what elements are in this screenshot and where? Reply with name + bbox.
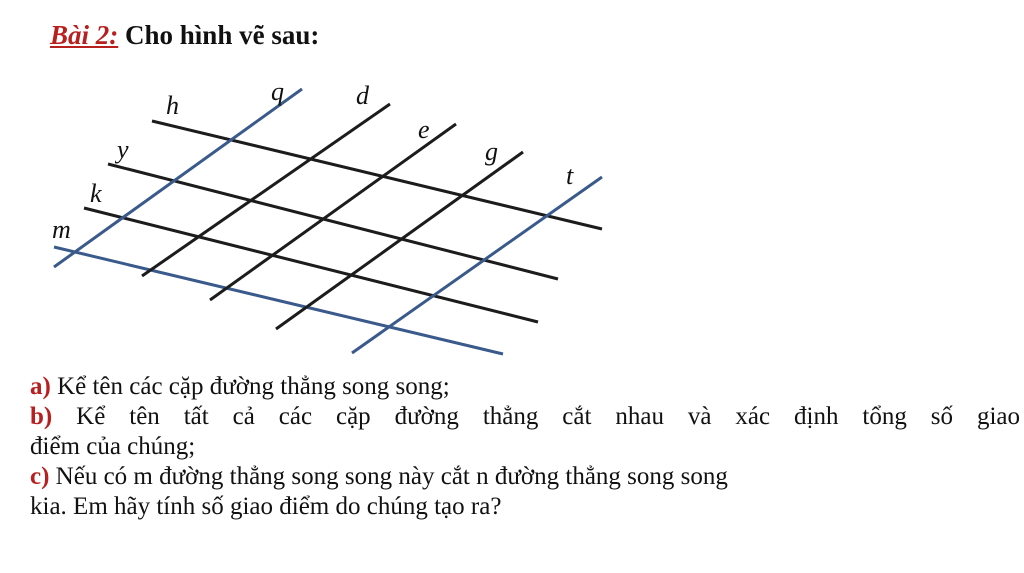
question-b-text-continued: điểm của chúng; [30, 433, 196, 460]
exercise-label: Bài 2: [50, 20, 119, 50]
label-h: h [166, 91, 179, 120]
question-a-text: Kể tên các cặp đường thẳng song song; [57, 373, 450, 400]
exercise-heading: Cho hình vẽ sau: [125, 20, 320, 50]
question-a-label: a) [30, 373, 51, 400]
label-e: e [418, 115, 430, 144]
question-b-label: b) [30, 403, 53, 430]
question-b [30, 402, 1020, 432]
line-e [210, 124, 456, 300]
line-m [54, 247, 503, 354]
line-d [142, 104, 390, 276]
question-c-text-continued: kia. Em hãy tính số giao điểm do chúng tạo ra? [30, 493, 502, 520]
label-y: y [117, 135, 129, 164]
question-c-text: Nếu có m đường thẳng song song này cắt n đường thẳng song song [55, 463, 728, 490]
line-g [276, 152, 523, 329]
label-m: m [52, 215, 71, 244]
label-q: q [271, 77, 284, 106]
label-k: k [90, 179, 102, 208]
question-c [30, 462, 1020, 492]
line-t [352, 177, 602, 353]
question-b-continued [30, 432, 1020, 462]
label-d: d [356, 81, 369, 110]
question-b-text: Kể tên tất cả các cặp đường thẳng cắt nhau và xác định tổng số giao [76, 403, 1020, 430]
label-g: g [485, 137, 498, 166]
label-t: t [566, 161, 574, 190]
question-c-label: c) [30, 463, 50, 490]
question-list [30, 372, 1020, 522]
question-c-continued [30, 492, 1020, 522]
line-h [152, 121, 602, 229]
question-a [30, 372, 1020, 402]
